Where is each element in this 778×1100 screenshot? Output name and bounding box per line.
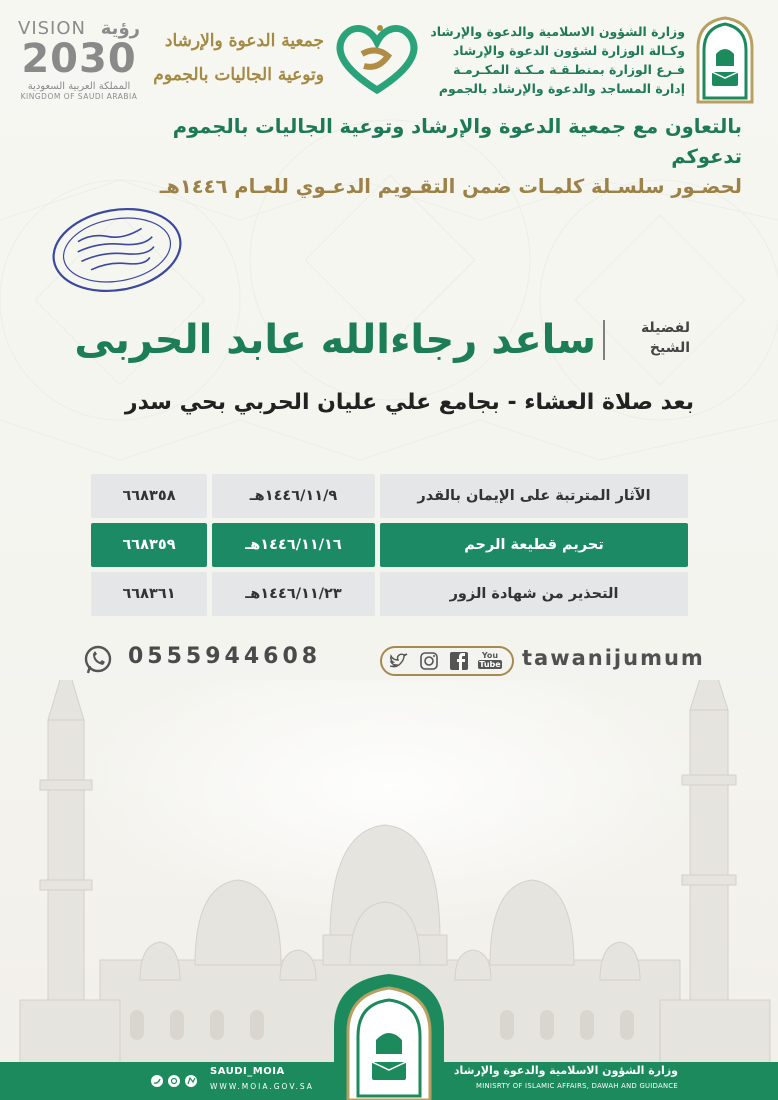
footer — [0, 1050, 778, 1100]
instagram-icon[interactable] — [418, 651, 440, 671]
association-calligraphy-line2: وتوعية الجاليات بالجموم — [153, 65, 324, 85]
lecture-schedule — [91, 474, 688, 621]
footer-handle[interactable]: SAUDI_MOIA — [210, 1066, 285, 1077]
contact-bar — [82, 642, 705, 682]
twitter-icon[interactable] — [388, 651, 410, 671]
youtube-label-top: You — [481, 651, 499, 660]
schedule-row — [91, 572, 688, 616]
speaker-honorific — [610, 318, 690, 358]
association-heart-icon — [332, 20, 422, 98]
vision-year: 2030 — [21, 36, 137, 82]
ministry-line: فـرع الوزارة بمنطـقـة مـكـة المكـرمـة — [453, 62, 685, 77]
lecture-title: الآثار المترتبة على الإيمان بالقدر — [380, 474, 688, 518]
vision-country-en: KINGDOM OF SAUDI ARABIA — [20, 92, 138, 101]
official-stamp — [50, 205, 185, 295]
footer-emblem-icon — [330, 970, 448, 1100]
honorific-line2: الشيخ — [649, 340, 690, 356]
ministry-header-text — [420, 22, 685, 98]
footer-ministry-en: MINISRTY OF ISLAMIC AFFAIRS, DAWAH AND GUIDANCE — [476, 1082, 678, 1090]
ministry-emblem-icon — [690, 14, 760, 104]
schedule-row — [91, 523, 688, 567]
vision-2030-logo — [18, 18, 140, 101]
vision-en-label: VISION — [18, 18, 86, 39]
footer-social-icons — [150, 1074, 200, 1088]
footer-website[interactable]: WWW.MOIA.GOV.SA — [210, 1082, 314, 1091]
lecture-date: ١٤٤٦/١١/١٦هـ — [212, 523, 375, 567]
association-calligraphy-line1: جمعية الدعوة والإرشاد — [164, 31, 324, 51]
invitation-text — [102, 112, 742, 202]
whatsapp-icon[interactable] — [82, 644, 114, 676]
invitation-line1: بالتعاون مع جمعية الدعوة والإرشاد وتوعية الجاليات بالجموم تدعوكم — [172, 115, 742, 168]
lecture-code: ٦٦٨٣٥٩ — [91, 523, 207, 567]
association-calligraphy-logo — [152, 22, 328, 100]
facebook-icon[interactable] — [448, 651, 470, 671]
lecture-title: التحذير من شهادة الزور — [380, 572, 688, 616]
event-venue: بعد صلاة العشاء - بجامع علي عليان الحربي بحي سدر — [124, 390, 694, 415]
honorific-line1: لفضيلة — [640, 320, 690, 336]
phone-number[interactable]: 0555944608 — [128, 644, 322, 669]
footer-ministry-ar: وزارة الشؤون الاسلامية والدعوة والإرشاد — [453, 1064, 678, 1077]
youtube-label-bottom: Tube — [479, 660, 501, 669]
schedule-row — [91, 474, 688, 518]
lecture-date: ١٤٤٦/١١/٢٣هـ — [212, 572, 375, 616]
ministry-line: وكـالة الوزارة لشؤون الدعوة والإرشاد — [452, 43, 685, 58]
invitation-line2: لحضـور سلسـلة كلمـات ضمن التقـويم الدعـوي للعـام ١٤٤٦هـ — [159, 175, 742, 198]
honorific-divider — [603, 320, 605, 360]
lecture-date: ١٤٤٦/١١/٩هـ — [212, 474, 375, 518]
vision-country-ar: المملكة العربية السعودية — [27, 81, 131, 92]
lecture-code: ٦٦٨٣٦١ — [91, 572, 207, 616]
ministry-line: إدارة المساجد والدعوة والإرشاد بالجموم — [438, 81, 685, 96]
ministry-line: وزارة الشؤون الاسلامية والدعوة والإرشاد — [430, 24, 685, 39]
lecture-code: ٦٦٨٣٥٨ — [91, 474, 207, 518]
social-icons-group — [380, 646, 514, 676]
vision-ar-label: رؤية — [100, 18, 140, 39]
speaker-name: ساعد رجاءالله عابد الحربى — [74, 317, 596, 363]
youtube-icon[interactable] — [478, 651, 502, 671]
lecture-title: تحريم قطيعة الرحم — [380, 523, 688, 567]
social-handle[interactable]: tawanijumum — [522, 646, 705, 670]
